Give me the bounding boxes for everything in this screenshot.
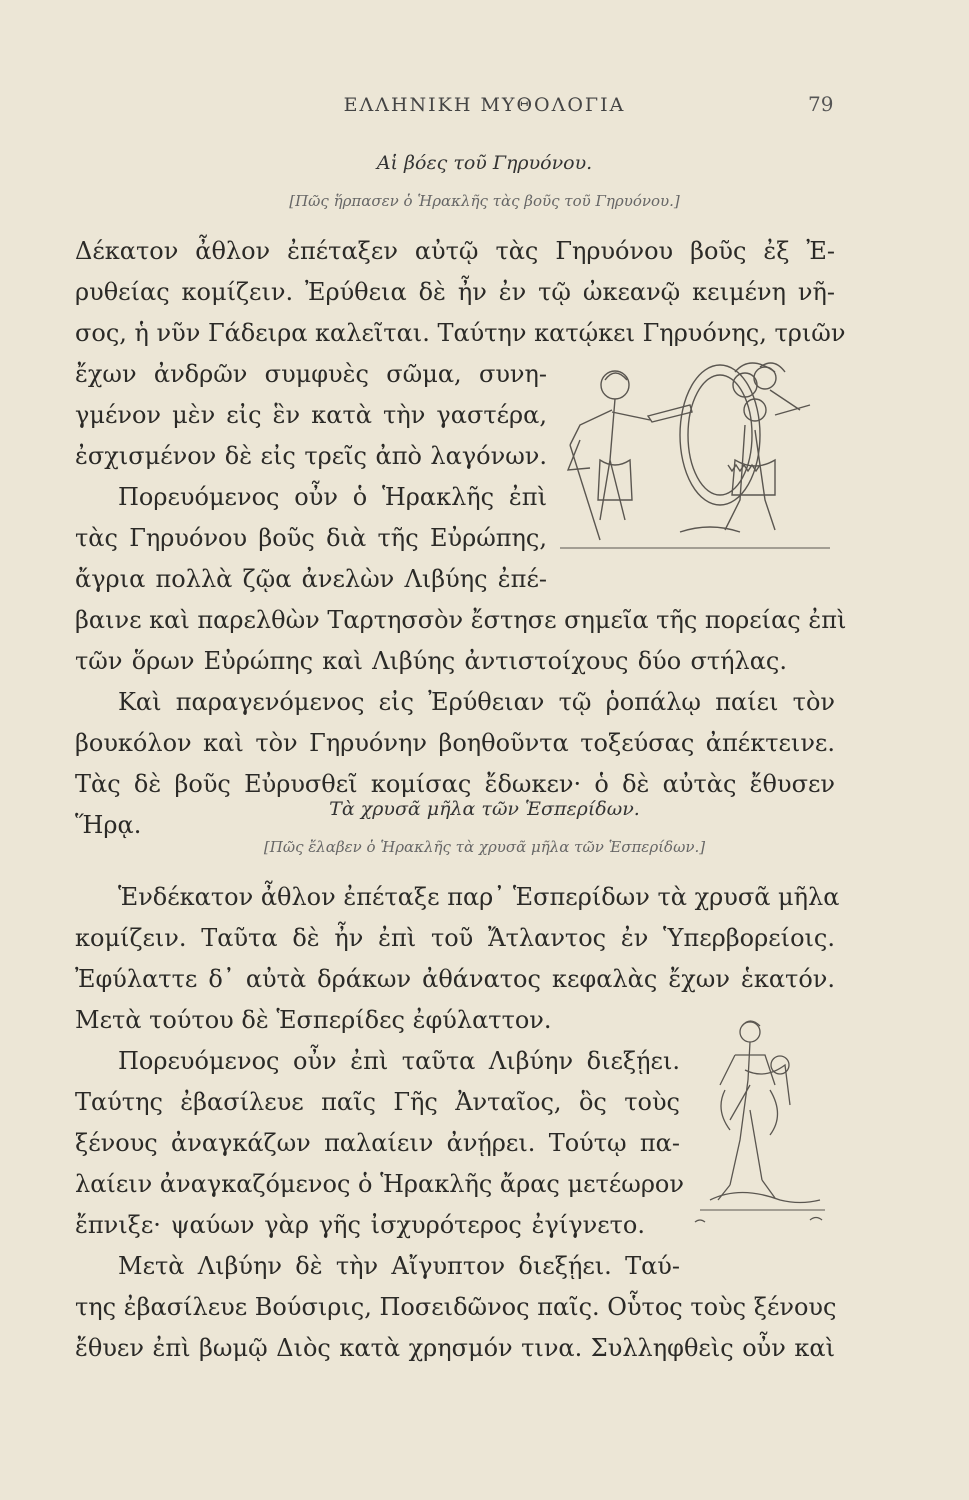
paragraph-line: Ἥρᾳ. — [75, 811, 142, 839]
paragraph-line: Πορευόμενος οὖν ὁ Ἡρακλῆς ἐπὶ — [118, 483, 547, 511]
paragraph-line: τῶν ὅρων Εὐρώπης καὶ Λιβύης ἀντιστοίχους δύο στήλας. — [75, 647, 787, 675]
paragraph-line: Μετὰ Λιβύην δὲ τὴν Αἴγυπτον διεξῄει. Ταύ- — [118, 1252, 680, 1280]
heracles-antaeus-illustration — [690, 1010, 830, 1240]
paragraph-line: βουκόλον καὶ τὸν Γηρυόνην βοηθοῦντα τοξεύσας ἀπέκτεινε. — [75, 729, 835, 757]
paragraph-line: Ταύτης ἐβασίλευε παῖς Γῆς Ἀνταῖος, ὃς τοὺς — [75, 1088, 680, 1116]
heracles-geryon-illustration — [560, 350, 830, 560]
paragraph-line: Τὰς δὲ βοῦς Εὐρυσθεῖ κομίσας ἔδωκεν· ὁ δὲ αὐτὰς ἔθυσεν — [75, 770, 835, 798]
paragraph-line: ἔθυεν ἐπὶ βωμῷ Διὸς κατὰ χρησμόν τινα. Συλληφθεὶς οὖν καὶ — [75, 1334, 835, 1362]
paragraph-line: ἔπνιξε· ψαύων γὰρ γῆς ἰσχυρότερος ἐγίγνετο. — [75, 1211, 645, 1239]
paragraph-line: βαινε καὶ παρελθὼν Ταρτησσὸν ἔστησε σημεῖα τῆς πορείας ἐπὶ — [75, 606, 847, 634]
paragraph-line: Καὶ παραγενόμενος εἰς Ἐρύθειαν τῷ ῥοπάλῳ παίει τὸν — [118, 688, 835, 716]
paragraph-line: ἄγρια πολλὰ ζῷα ἀνελὼν Λιβύης ἐπέ- — [75, 565, 547, 593]
paragraph-line: Πορευόμενος οὖν ἐπὶ ταῦτα Λιβύην διεξῄει. — [118, 1047, 680, 1075]
paragraph-line: ἔχων ἀνδρῶν συμφυὲς σῶμα, συνη- — [75, 360, 547, 388]
paragraph-line: κομίζειν. Ταῦτα δὲ ἦν ἐπὶ τοῦ Ἄτλαντος ἐν Ὑπερβορείοις. — [75, 924, 835, 952]
paragraph-line: τὰς Γηρυόνου βοῦς διὰ τῆς Εὐρώπης, — [75, 524, 547, 552]
paragraph-line: Ἑνδέκατον ἆθλον ἐπέταξε παρ᾽ Ἑσπερίδων τὰ χρυσᾶ μῆλα — [118, 883, 840, 911]
paragraph-line: Δέκατον ἆθλον ἐπέταξεν αὐτῷ τὰς Γηρυόνου βοῦς ἐξ Ἐ- — [75, 237, 835, 265]
paragraph-line: σος, ἡ νῦν Γάδειρα καλεῖται. Ταύτην κατῴκει Γηρυόνης, τριῶν — [75, 319, 846, 347]
page-number: 79 — [808, 92, 834, 116]
paragraph-line: λαίειν ἀναγκαζόμενος ὁ Ἡρακλῆς ἄρας μετέωρον — [75, 1170, 684, 1198]
running-title: ΕΛΛΗΝΙΚΗ ΜΥΘΟΛΟΓΙΑ — [343, 94, 626, 116]
paragraph-line: της ἐβασίλευε Βούσιρις, Ποσειδῶνος παῖς. Οὗτος τοὺς ξένους — [75, 1293, 837, 1321]
section-title: Τὰ χρυσᾶ μῆλα τῶν Ἑσπερίδων. — [329, 798, 640, 820]
paragraph-line: Μετὰ τούτου δὲ Ἑσπερίδες ἐφύλαττον. — [75, 1006, 552, 1034]
section-subtitle: [Πῶς ἔλαβεν ὁ Ἡρακλῆς τὰ χρυσᾶ μῆλα τῶν Ἑσπερίδων.] — [263, 838, 706, 856]
paragraph-line: ρυθείας κομίζειν. Ἐρύθεια δὲ ἦν ἐν τῷ ὠκεανῷ κειμένη νῆ- — [75, 278, 835, 306]
paragraph-line: ἐσχισμένον δὲ εἰς τρεῖς ἀπὸ λαγόνων. — [75, 442, 547, 470]
paragraph-line: ξένους ἀναγκάζων παλαίειν ἀνῄρει. Τούτῳ πα- — [75, 1129, 680, 1157]
paragraph-line: γμένον μὲν εἰς ἓν κατὰ τὴν γαστέρα, — [75, 401, 547, 429]
section-subtitle: [Πῶς ἥρπασεν ὁ Ἡρακλῆς τὰς βοῦς τοῦ Γηρυόνου.] — [289, 192, 680, 210]
paragraph-line: Ἐφύλαττε δ᾽ αὐτὰ δράκων ἀθάνατος κεφαλὰς ἔχων ἑκατόν. — [75, 965, 835, 993]
section-title: Αἱ βόες τοῦ Γηρυόνου. — [376, 152, 593, 174]
